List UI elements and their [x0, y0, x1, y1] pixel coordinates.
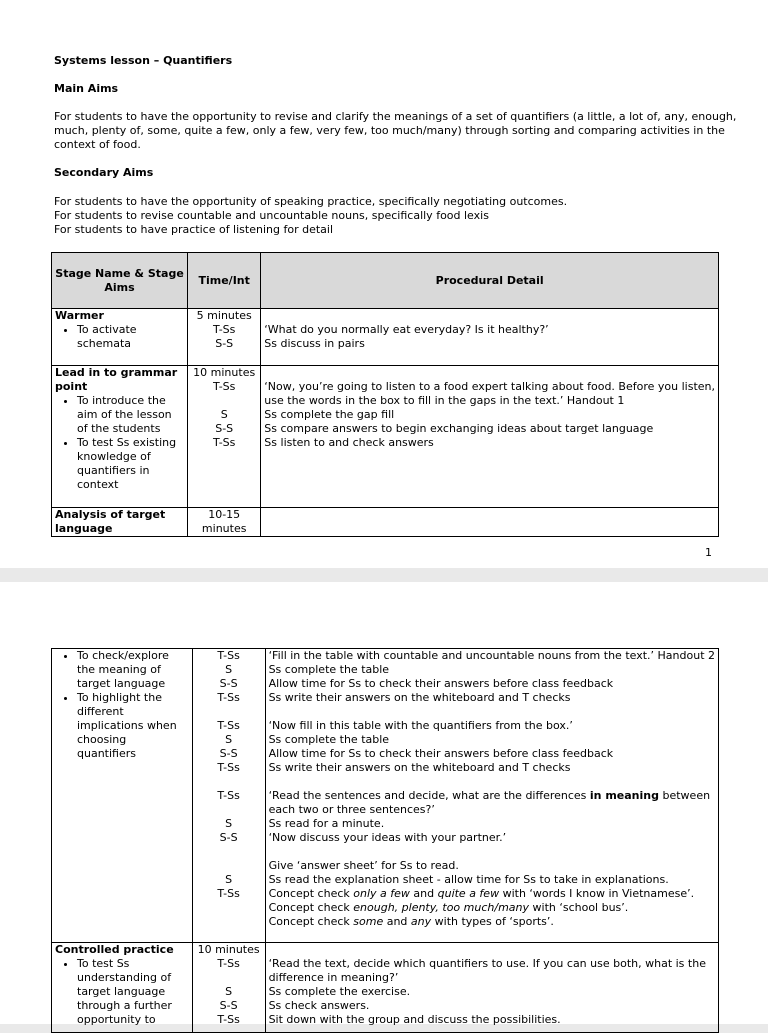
- text-line: 10 minutes: [193, 366, 256, 379]
- text-line: Allow time for Ss to check their answers before class feedback: [268, 677, 614, 690]
- detail-cell: [265, 649, 718, 943]
- text-line: 10-15: [208, 508, 241, 521]
- text-line: S-S: [215, 422, 234, 435]
- text-line: T-Ss: [212, 323, 236, 336]
- stage-name: Warmer: [55, 309, 104, 322]
- text-line: ‘What do you normally eat everyday? Is it healthy?’: [264, 323, 549, 336]
- text-line: Ss discuss in pairs: [264, 337, 365, 350]
- text-line: T-Ss: [217, 789, 240, 802]
- text-line: Concept check some and any with types of ‘sports’.: [268, 915, 554, 928]
- stage-cell: [52, 508, 188, 537]
- text-line: S: [225, 817, 233, 830]
- text-line: minutes: [201, 522, 247, 535]
- text-line: 5 minutes: [196, 309, 252, 322]
- stage-aim: • To check/explore the meaning of target language: [77, 649, 189, 691]
- text-line: T-Ss: [217, 691, 240, 704]
- stage-cell: [52, 649, 193, 943]
- text-line: S: [220, 408, 228, 421]
- text-line: Ss write their answers on the whiteboard and T checks: [268, 691, 571, 704]
- table-row-warmer: [52, 309, 719, 366]
- secondary-aims-heading: Secondary Aims: [54, 166, 154, 179]
- text-line: T-Ss: [217, 887, 240, 900]
- header-time: Time/Int: [188, 253, 261, 309]
- text-line: use the words in the box to fill in the gaps in the text.’ Handout 1: [264, 394, 625, 407]
- stage-aim: • To highlight the different implications when choosing quantifiers: [77, 691, 189, 761]
- text-line: T-Ss: [212, 436, 236, 449]
- text-line: Give ‘answer sheet’ for Ss to read.: [268, 859, 459, 872]
- text-line: ‘Now discuss your ideas with your partner.’: [268, 831, 507, 844]
- text-line: S-S: [219, 747, 238, 760]
- stage-name: Analysis of target language: [55, 508, 166, 535]
- table-row-lead-in: [52, 366, 719, 508]
- text-line: Ss read for a minute.: [268, 817, 385, 830]
- stage-cell: [52, 366, 188, 508]
- text-line: S-S: [219, 831, 238, 844]
- text-line: T-Ss: [212, 380, 236, 393]
- header-detail: Procedural Detail: [261, 253, 719, 309]
- main-aims-heading: Main Aims: [54, 82, 119, 95]
- stage-name: Controlled practice: [55, 943, 174, 956]
- document-page-2: [0, 582, 768, 1024]
- text-line: S: [225, 985, 233, 998]
- text-line: Ss listen to and check answers: [264, 436, 434, 449]
- stage-cell: [52, 309, 188, 366]
- stage-aim: • To test Ss understanding of target language through a further opportunity to: [77, 957, 189, 1027]
- text-line: T-Ss: [217, 649, 240, 662]
- main-aims-text: [54, 110, 736, 152]
- text-line: S: [225, 663, 233, 676]
- procedure-table: [51, 252, 719, 537]
- time-cell: [188, 508, 261, 537]
- text-line: Ss read the explanation sheet - allow time for Ss to take in explanations.: [268, 873, 669, 886]
- text-line: difference in meaning?’: [268, 971, 399, 984]
- table-row-analysis: [52, 508, 719, 537]
- text-line: each two or three sentences?’: [268, 803, 435, 816]
- page-number: 1: [705, 546, 712, 559]
- text-line: ‘Read the text, decide which quantifiers to use. If you can use both, what is the: [268, 957, 706, 970]
- time-cell: [188, 366, 261, 508]
- secondary-aim: For students to have practice of listening for detail: [54, 223, 334, 236]
- text-line: T-Ss: [217, 1013, 240, 1026]
- time-cell: [192, 649, 265, 943]
- text-line: much, plenty of, some, quite a few, only a few, very few, too much/many) through sorting and comparing activities in the: [54, 124, 725, 137]
- stage-aim: • To introduce the aim of the lesson of the students: [77, 394, 184, 436]
- text-line: S: [225, 873, 233, 886]
- text-line: ‘Read the sentences and decide, what are the differences in meaning between: [268, 789, 711, 802]
- text-line: ‘Now, you’re going to listen to a food expert talking about food. Before you listen,: [264, 380, 715, 393]
- text-line: S-S: [215, 337, 234, 350]
- secondary-aims-list: [54, 195, 567, 237]
- text-line: ‘Fill in the table with countable and uncountable nouns from the text.’ Handout 2: [268, 649, 715, 662]
- text-line: Allow time for Ss to check their answers before class feedback: [268, 747, 614, 760]
- table-row-analysis-continued: [52, 649, 719, 943]
- detail-cell: [261, 309, 719, 366]
- stage-aim: • To activate schemata: [77, 323, 184, 351]
- text-line: Sit down with the group and discuss the possibilities.: [268, 1013, 561, 1026]
- text-line: Ss compare answers to begin exchanging ideas about target language: [264, 422, 654, 435]
- text-line: Ss complete the table: [268, 663, 390, 676]
- text-line: Ss write their answers on the whiteboard and T checks: [268, 761, 571, 774]
- text-line: Concept check enough, plenty, too much/many with ‘school bus’.: [268, 901, 629, 914]
- secondary-aim: For students to revise countable and uncountable nouns, specifically food lexis: [54, 209, 489, 222]
- detail-cell: [261, 366, 719, 508]
- text-line: 10 minutes: [197, 943, 260, 956]
- text-line: T-Ss: [217, 761, 240, 774]
- time-cell: [188, 309, 261, 366]
- text-line: Ss complete the gap fill: [264, 408, 395, 421]
- text-line: For students to have the opportunity to revise and clarify the meanings of a set of quantifiers (a little, a lot of, any, enough,: [54, 110, 737, 123]
- stage-aim: • To test Ss existing knowledge of quantifiers in context: [77, 436, 184, 492]
- table-header-row: [52, 253, 719, 309]
- stage-name: Lead in to grammar point: [55, 366, 178, 393]
- text-line: Concept check only a few and quite a few with ‘words I know in Vietnamese’.: [268, 887, 695, 900]
- header-stage: Stage Name & Stage Aims: [52, 253, 188, 309]
- time-cell: [192, 943, 265, 1033]
- text-line: Ss complete the exercise.: [268, 985, 411, 998]
- text-line: Ss complete the table: [268, 733, 390, 746]
- text-line: S: [225, 733, 233, 746]
- detail-cell: [265, 943, 718, 1033]
- text-line: T-Ss: [217, 719, 240, 732]
- secondary-aim: For students to have the opportunity of speaking practice, specifically negotiating outcomes.: [54, 195, 568, 208]
- text-line: Ss check answers.: [268, 999, 370, 1012]
- detail-cell: [261, 508, 719, 537]
- text-line: ‘Now fill in this table with the quantifiers from the box.’: [268, 719, 573, 732]
- text-line: S-S: [219, 999, 238, 1012]
- procedure-table-continued: [51, 648, 719, 1033]
- table-row-controlled-practice: [52, 943, 719, 1033]
- document-title: Systems lesson – Quantifiers: [54, 54, 233, 67]
- text-line: context of food.: [54, 138, 141, 151]
- text-line: S-S: [219, 677, 238, 690]
- stage-cell: [52, 943, 193, 1033]
- text-line: T-Ss: [217, 957, 240, 970]
